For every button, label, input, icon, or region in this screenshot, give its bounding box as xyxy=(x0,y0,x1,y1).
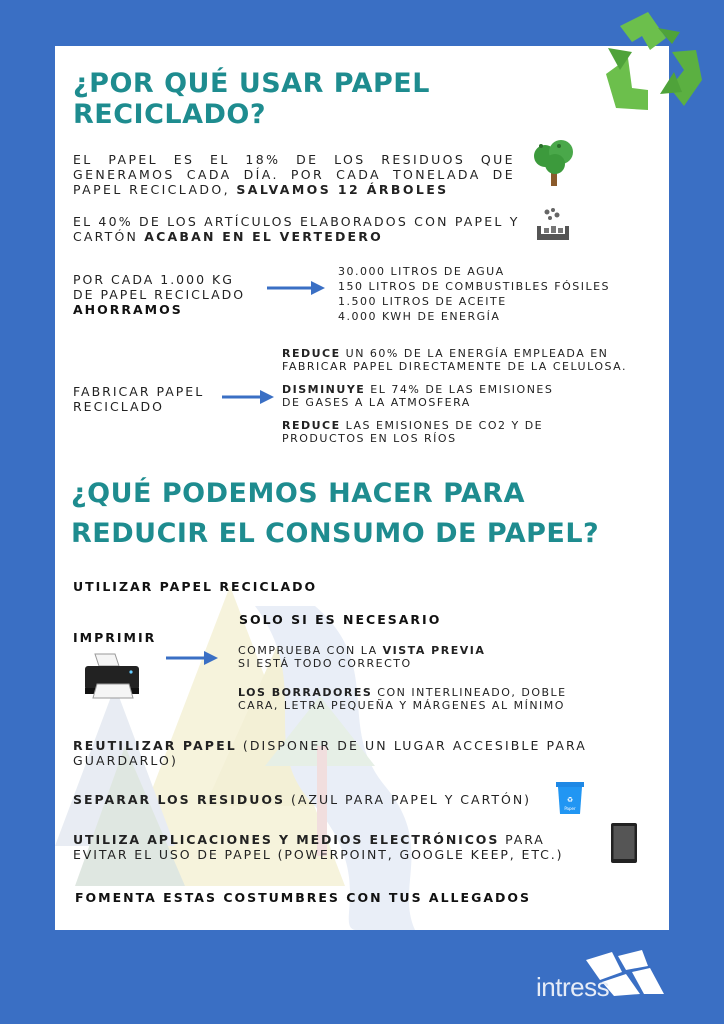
tip-separate-bold: SEPARAR LOS RESIDUOS xyxy=(73,792,285,807)
fact-paper-waste-bold: SALVAMOS 12 ÁRBOLES xyxy=(236,182,449,197)
savings-item: 1.500 LITROS DE ACEITE xyxy=(338,295,507,308)
tablet-icon xyxy=(610,822,638,864)
section-title-reduce-consumption xyxy=(71,474,661,554)
tip-reuse-text: (DISPONER DE UN LUGAR ACCESIBLE PARA GUARDARLO) xyxy=(73,738,587,768)
fact-landfill-text: EL 40% DE LOS ARTÍCULOS ELABORADOS CON PAPEL Y CARTÓN xyxy=(73,214,520,244)
tip-separate-waste xyxy=(73,792,553,807)
savings-label-line2: DE PAPEL RECICLADO xyxy=(73,287,246,302)
tip-reuse-paper xyxy=(73,738,593,768)
benefit-text: LAS EMISIONES DE CO2 Y DE PRODUCTOS EN LOS RÍOS xyxy=(282,419,544,445)
print-tip-preview-text: COMPRUEBA CON LA xyxy=(238,644,378,657)
savings-label-line1: POR CADA 1.000 KG xyxy=(73,272,234,287)
tip-apps-text: PARA EVITAR EL USO DE PAPEL (POWERPOINT, GOOGLE KEEP, ETC.) xyxy=(73,832,564,862)
print-tip-drafts-bold: LOS BORRADORES xyxy=(238,686,373,699)
savings-item: 30.000 LITROS DE AGUA xyxy=(338,265,505,278)
benefit-text: EL 74% DE LAS EMISIONES DE GASES A LA ATMOSFERA xyxy=(282,383,554,409)
benefits-list xyxy=(282,347,634,445)
benefit-item xyxy=(282,419,572,445)
tip-apps-bold: UTILIZA APLICACIONES Y MEDIOS ELECTRÓNICOS xyxy=(73,832,500,847)
recycling-bin-icon xyxy=(554,778,586,816)
manufacture-label-line1: FABRICAR PAPEL xyxy=(73,384,205,399)
fact-landfill-bold: ACABAN EN EL VERTEDERO xyxy=(144,229,383,244)
bin-label: Paper xyxy=(564,806,576,811)
section-title-why-recycled: ¿POR QUÉ USAR PAPEL RECICLADO? xyxy=(73,68,430,130)
intress-logo-text: intress xyxy=(536,972,610,1002)
manufacture-label xyxy=(73,384,233,414)
savings-item: 4.000 KWH DE ENERGÍA xyxy=(338,310,501,323)
fact-paper-waste xyxy=(73,152,515,197)
savings-list xyxy=(338,264,658,324)
print-tip-drafts-text: CON INTERLINEADO, DOBLE CARA, LETRA PEQUEÑA Y MÁRGENES AL MÍNIMO xyxy=(238,686,567,712)
tip-separate-text: (AZUL PARA PAPEL Y CARTÓN) xyxy=(284,792,532,807)
fact-paper-waste-text: EL PAPEL ES EL 18% DE LOS RESIDUOS QUE GENERAMOS CADA DÍA. POR CADA TONELADA DE PAPEL RECICLADO, xyxy=(73,152,515,197)
benefit-item xyxy=(282,383,572,409)
section-title-line2: REDUCIR EL CONSUMO DE PAPEL? xyxy=(71,518,600,549)
fact-landfill xyxy=(73,214,533,244)
printer-icon xyxy=(81,652,143,704)
benefit-bold: REDUCE xyxy=(282,347,341,360)
landfill-icon xyxy=(533,206,573,246)
savings-label-bold: AHORRAMOS xyxy=(73,302,183,317)
arrow-right-icon xyxy=(222,389,274,405)
print-tip-preview-bold: VISTA PREVIA xyxy=(382,644,486,657)
savings-label xyxy=(73,272,273,317)
tip-print-label: IMPRIMIR xyxy=(73,630,157,645)
infographic-card xyxy=(55,46,669,930)
tree-icon xyxy=(529,136,579,188)
benefit-item xyxy=(282,347,634,373)
benefit-text: UN 60% DE LA ENERGÍA EMPLEADA EN FABRICAR PAPEL DIRECTAMENTE DE LA CELULOSA. xyxy=(282,347,627,373)
benefit-bold: DISMINUYE xyxy=(282,383,366,396)
svg-text:♻: ♻ xyxy=(566,796,574,804)
print-only-if-needed: SOLO SI ES NECESARIO xyxy=(239,612,442,627)
print-tip-drafts xyxy=(238,686,588,712)
manufacture-label-line2: RECICLADO xyxy=(73,399,164,414)
arrow-right-icon xyxy=(267,280,325,296)
arrow-right-icon xyxy=(166,650,218,666)
intress-logo xyxy=(536,950,666,1000)
savings-item: 150 LITROS DE COMBUSTIBLES FÓSILES xyxy=(338,280,611,293)
recycle-icon xyxy=(598,8,706,116)
tip-use-apps xyxy=(73,832,598,862)
tip-reuse-bold: REUTILIZAR PAPEL xyxy=(73,738,237,753)
tip-use-recycled: UTILIZAR PAPEL RECICLADO xyxy=(73,579,318,594)
section-title-line1: ¿QUÉ PODEMOS HACER PARA xyxy=(71,478,525,509)
print-tip-preview-text2: SI ESTÁ TODO CORRECTO xyxy=(238,657,412,670)
benefit-bold: REDUCE xyxy=(282,419,341,432)
print-tip-preview xyxy=(238,644,568,670)
closing-message: FOMENTA ESTAS COSTUMBRES CON TUS ALLEGADOS xyxy=(75,890,532,905)
